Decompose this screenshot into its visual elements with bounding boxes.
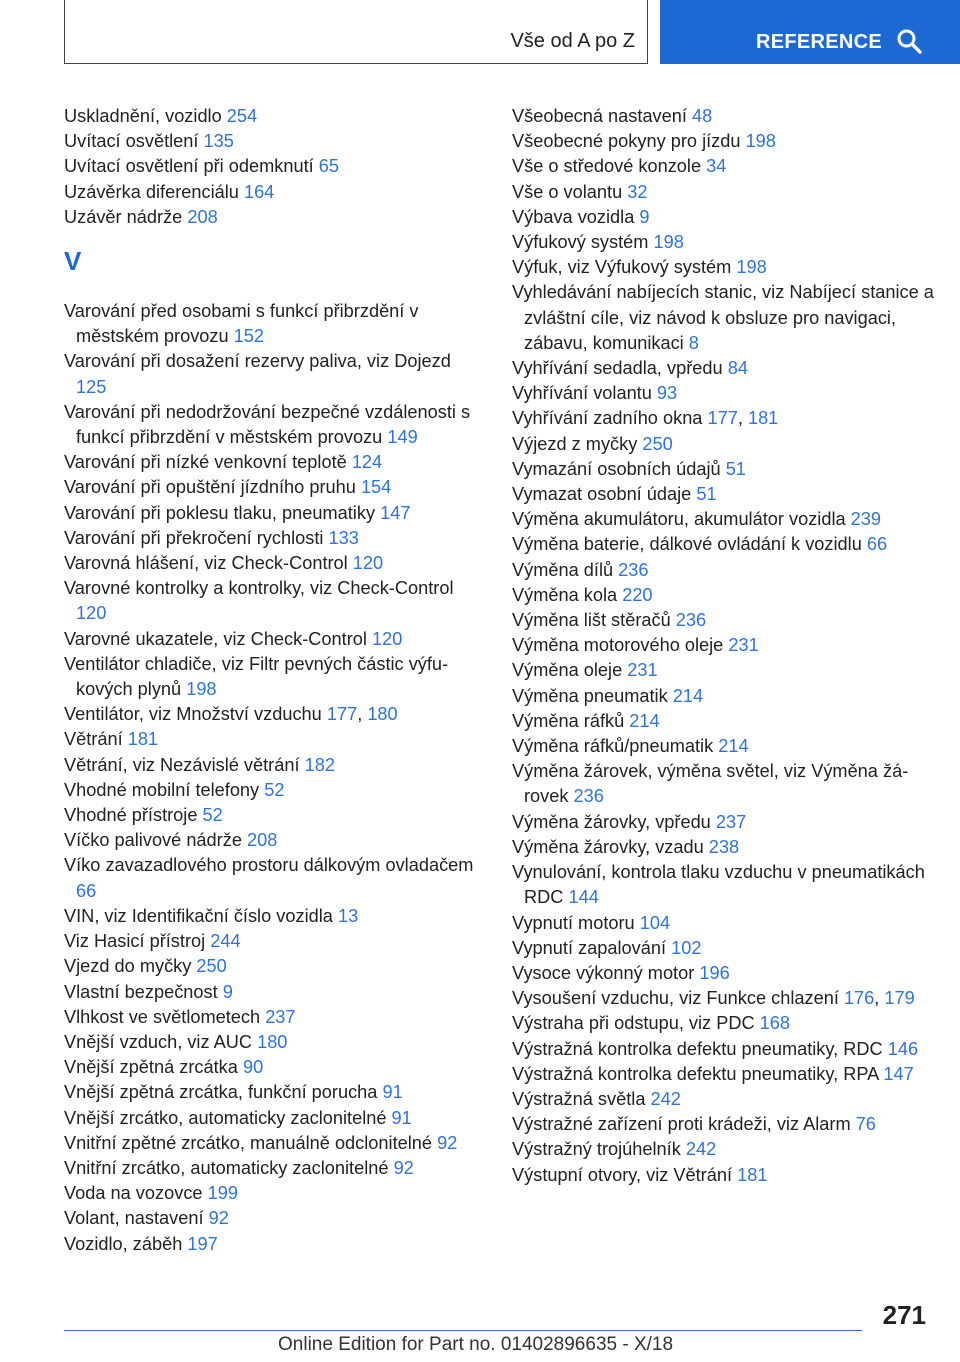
index-entry [64,727,484,752]
index-entry [64,954,484,979]
index-entry [512,860,942,910]
index-entry-text: Výměna motorového oleje [512,635,724,656]
page-reference-link[interactable]: 48 [692,106,713,126]
index-entry-text: Varovné kontrolky a kontrolky, viz Check-Control [64,578,454,599]
index-entry [512,154,942,179]
index-entry-text: Výměna baterie, dálkové ovládání k vozidlu [512,534,862,555]
page-reference-link[interactable]: 214 [718,736,749,757]
page-reference-link[interactable]: 66 [76,880,97,901]
page-reference-link[interactable]: 120 [352,553,384,574]
page-reference-link[interactable]: 90 [242,1057,264,1078]
page-reference-link[interactable]: 133 [328,527,359,548]
page-reference-link[interactable]: 198 [736,257,767,278]
index-entry [64,205,484,230]
page-reference-link[interactable]: 65 [318,156,339,177]
page-reference-link[interactable]: 91 [382,1082,403,1103]
index-entry-text: Výstraha při odstupu, viz PDC [512,1013,755,1034]
page-reference-link[interactable]: 51 [725,458,746,479]
index-column-left [64,104,484,1257]
index-entry [64,627,484,652]
page-reference-link[interactable]: 92 [208,1208,229,1229]
index-entry-text: Výjezd z myčky [512,433,638,454]
index-entry [512,507,942,532]
index-entry [512,1062,942,1087]
index-entry [64,576,484,626]
page-reference-link[interactable]: 182 [304,754,335,775]
index-entry-text: Vnější zpětná zrcátka [64,1057,238,1078]
page-reference-link[interactable]: 198 [745,131,776,152]
page-reference-link[interactable]: 231 [728,635,759,656]
index-entry-text: Vlhkost ve světlometech [64,1006,261,1027]
page-reference-link[interactable]: 52 [264,779,285,800]
index-entry [512,457,942,482]
index-group-before-v [64,104,484,230]
index-entry-text: Varování při dosažení rezervy paliva, viz Dojezd [64,351,451,372]
search-icon[interactable] [896,28,922,54]
index-entry-text: Vnitřní zrcátko, automaticky zaclonitelné [64,1157,389,1178]
page-reference-link[interactable]: 9 [639,206,650,227]
page-reference-link[interactable]: 180 [367,704,398,725]
page-reference-link[interactable]: 13 [337,905,359,926]
index-entry-text: Větrání [64,729,123,750]
page-reference-link[interactable]: 51 [696,484,717,505]
index-entry-text: Víčko palivové nádrže [64,830,242,851]
index-entry-text: Ventilátor, viz Množství vzduchu [64,704,322,725]
index-entry-text: Výměna lišt stěračů [512,610,671,631]
page-reference-link[interactable]: 208 [247,830,278,851]
section-title: Vše od A po Z [510,30,635,52]
index-entry-text: Vymazání osobních údajů [512,458,721,479]
index-entry-text: Vysoušení vzduchu, viz Funkce chlazení [512,988,839,1009]
page-reference-link[interactable]: 92 [437,1132,458,1153]
page-reference-link[interactable]: 196 [699,962,730,983]
page-reference-link[interactable]: 168 [759,1013,791,1034]
index-entry-text: Výměna dílů [512,559,614,580]
index-entry-text: Vypnutí motoru [512,912,635,933]
index-entry [64,1030,484,1055]
index-entry [512,104,942,129]
index-entry-text: Všeobecná nastavení [512,106,687,126]
index-entry [64,129,484,154]
page-number: 271 [882,1300,926,1330]
page-reference-link[interactable]: 231 [627,660,658,681]
index-entry-text: Vnitřní zpětné zrcátko, manuálně odclonitelné [64,1132,433,1153]
page-reference-link[interactable]: 197 [187,1233,218,1254]
page-reference-link[interactable]: 181 [737,1164,768,1185]
index-entry [512,381,942,406]
page-reference-link[interactable]: 220 [622,584,653,605]
page-reference-link[interactable]: 91 [391,1107,412,1128]
page-reference-link[interactable]: 152 [233,326,265,347]
index-entry-text: Výfukový systém [512,232,649,253]
index-entry-text: Varování při překročení rychlosti [64,527,324,548]
page-reference-link[interactable]: 120 [372,628,403,649]
page-reference-link[interactable]: 242 [650,1088,681,1109]
index-entry-text: Vnější zrcátko, automaticky zaclonitelné [64,1107,387,1128]
index-entry [64,753,484,778]
index-entry [64,803,484,828]
index-entry [512,558,942,583]
reference-tab[interactable] [660,0,960,64]
index-entry: Ventilátor, viz Množství vzduchu 177, 180 [64,704,398,725]
index-entry-text: Výměna žárovky, vzadu [512,836,704,857]
index-entry [64,828,484,853]
index-entry [512,1137,942,1162]
index-entry-text: Vnější zpětná zrcátka, funkční porucha [64,1082,378,1103]
index-entry-text: Výměna žárovek, výměna světel, viz Výměna žárovek [512,761,909,807]
index-entry-text: Vše o volantu [512,181,623,202]
index-entry [64,349,484,399]
index-column-right [512,104,942,1188]
index-entry [64,526,484,551]
index-entry [64,929,484,954]
index-entry [64,104,484,129]
index-entry-text: Uzávěrka diferenciálu [64,181,239,202]
index-entry-text: Vyhřívání volantu [512,383,652,404]
index-entry [512,205,942,230]
index-entry-text: Větrání, viz Nezávislé větrání [64,754,300,775]
index-entry [64,501,484,526]
index-entry-text: Výměna kola [512,584,618,605]
page-reference-link[interactable]: 146 [887,1038,919,1059]
index-entry [512,482,942,507]
page-reference-link[interactable]: 250 [642,433,673,454]
index-entry-text: Ventilátor chladiče, viz Filtr pevných částic výfukových plynů [64,653,449,700]
index-entry-text: Výstražná světla [512,1088,646,1109]
index-entry [512,835,942,860]
page-reference-link[interactable]: 180 [257,1031,288,1052]
index-entry [512,936,942,961]
index-entry [512,658,942,683]
index-entry-text: Viz Hasicí přístroj [64,931,206,952]
page-reference-link[interactable]: 125 [76,376,107,397]
page-reference-link[interactable]: 154 [360,477,392,498]
page-reference-link[interactable]: 237 [265,1006,296,1027]
index-entry [512,633,942,658]
index-entry [64,1181,484,1206]
page-reference-link[interactable]: 76 [855,1114,876,1135]
index-entry [512,734,942,759]
page-reference-link[interactable]: 181 [127,729,159,750]
index-entry [64,778,484,803]
index-entry-text: Varovná hlášení, viz Check-Control [64,553,348,574]
page-reference-link[interactable]: 120 [76,603,107,624]
index-entry [512,180,942,205]
page-reference-link[interactable]: 208 [187,206,218,227]
index-entry-text: Vyhledávání nabíjecích stanic, viz Nabíjecí stanice a zvláštní cíle, viz návod k obsluze pro navigaci, zábavu, komunikaci [512,282,934,353]
page-reference-link[interactable]: 236 [573,786,604,807]
index-entry [512,810,942,835]
index-entry [64,980,484,1005]
index-entry [64,1206,484,1231]
index-entry-text: Vnější vzduch, viz AUC [64,1031,253,1052]
page-reference-link[interactable]: 242 [685,1139,717,1160]
index-entry [512,356,942,381]
page-reference-link[interactable]: 254 [226,106,258,126]
index-entry [64,1055,484,1080]
index-entry: Vyhřívání zadního okna 177, 181 [512,408,779,429]
index-entry [512,230,942,255]
index-entry [64,1106,484,1131]
index-entry-text: Vše o středové konzole [512,156,702,177]
index-entry-text: Uskladnění, vozidlo [64,106,222,126]
index-entry: Vysoušení vzduchu, viz Funkce chlazení 176, 179 [512,988,915,1009]
page-reference-link[interactable]: 236 [618,559,649,580]
index-entry-text: Varování před osobami s funkcí přibrzdění v městském provozu [64,301,419,347]
index-entry [64,1232,484,1257]
page-reference-link[interactable]: 102 [671,937,702,958]
page-reference-link[interactable]: 176 [843,988,875,1009]
index-entry-text: Vynulování, kontrola tlaku vzduchu v pneumatikách RDC [512,862,925,908]
index-entry [512,709,942,734]
index-entry [512,1087,942,1112]
index-entry [512,1112,942,1137]
index-entry-text: Vyhřívání zadního okna [512,408,703,429]
page-reference-link[interactable]: 124 [351,452,383,473]
page-reference-link[interactable]: 147 [380,502,411,523]
index-entry-text: Výstražné zařízení proti krádeži, viz Alarm [512,1114,851,1135]
page-reference-link[interactable]: 238 [708,836,740,857]
page-reference-link[interactable]: 144 [568,887,599,908]
index-entry [512,1037,942,1062]
page-reference-link[interactable]: 8 [688,332,699,353]
index-entry-text: Vymazat osobní údaje [512,484,692,505]
index-group-v [64,299,484,1257]
index-entry [64,475,484,500]
page-reference-link[interactable]: 214 [629,710,660,731]
index-entry [512,255,942,280]
index-entry-text: Výměna oleje [512,660,623,681]
index-entry-text: Vysoce výkonný motor [512,962,695,983]
page-reference-link[interactable]: 66 [866,534,888,555]
index-entry [64,1131,484,1156]
index-entry-text: Uvítací osvětlení při odemknutí [64,156,314,177]
index-entry-text: Všeobecné pokyny pro jízdu [512,131,741,152]
index-entry-text: Uvítací osvětlení [64,131,199,152]
header-section-box [64,0,648,64]
index-entry [512,1011,942,1036]
page-reference-link[interactable]: 237 [715,811,747,832]
index-entry-text: Vlastní bezpečnost [64,981,218,1002]
index-entry-text: Vhodné mobilní telefony [64,779,260,800]
page-reference-link[interactable]: 164 [243,181,275,202]
index-entry [64,299,484,349]
index-entry-text: Výstražná kontrolka defektu pneumatiky, RPA [512,1063,879,1084]
page-reference-link[interactable]: 250 [196,956,227,977]
index-entry-text: Vyhřívání sedadla, vpředu [512,358,723,379]
page-reference-link[interactable]: 177 [326,704,358,725]
index-entry [512,684,942,709]
index-entry [64,904,484,929]
page-reference-link[interactable]: 199 [207,1183,238,1204]
index-entry-text: Uzávěr nádrže [64,206,183,227]
index-entry-text: Volant, nastavení [64,1208,204,1229]
page-reference-link[interactable]: 214 [672,685,704,706]
index-entry-text: Vypnutí zapalování [512,937,667,958]
page-reference-link[interactable]: 179 [884,988,915,1009]
index-entry [512,961,942,986]
index-entry [64,652,484,702]
page-reference-link[interactable]: 9 [222,981,233,1002]
index-entry [512,759,942,809]
index-entry-text: Výstražná kontrolka defektu pneumatiky, RDC [512,1038,883,1059]
page-reference-link[interactable]: 32 [627,181,648,202]
page-reference-link[interactable]: 52 [202,805,223,826]
index-entry [512,583,942,608]
index-entry [64,853,484,903]
index-entry-text: Varovné ukazatele, viz Check-Control [64,628,367,649]
page-reference-link[interactable]: 177 [707,408,738,429]
index-entry [512,532,942,557]
index-entry [64,1156,484,1181]
index-entry [512,608,942,633]
footer-divider [64,1330,862,1331]
footer-edition-text: Online Edition for Part no. 01402896635 - X/18 [278,1334,674,1355]
index-entry-text: Voda na vozovce [64,1183,203,1204]
page-reference-link[interactable]: 244 [210,931,241,952]
index-entry [64,551,484,576]
index-entry-text: Varování při nedodržování bezpečné vzdálenosti s funkcí přibrzdění v městském provozu [64,401,471,448]
index-entry-text: Výměna žárovky, vpředu [512,811,711,832]
index-entry-text: Varování při poklesu tlaku, pneumatiky [64,502,376,523]
index-entry [512,129,942,154]
index-entry-text: Víko zavazadlového prostoru dálkovým ovladačem [64,855,474,876]
page-reference-link[interactable]: 181 [747,408,779,429]
page-reference-link[interactable]: 147 [883,1063,914,1084]
page-reference-link[interactable]: 239 [850,509,882,530]
index-entry-text: Výstupní otvory, viz Větrání [512,1164,733,1185]
index-entry-text: Výměna ráfků/pneumatik [512,736,714,757]
index-entry-text: Výfuk, viz Výfukový systém [512,257,732,278]
index-entry [512,280,942,356]
page-reference-link[interactable]: 92 [393,1157,414,1178]
index-entry [512,911,942,936]
index-entry [64,1080,484,1105]
index-entry-text: VIN, viz Identifikační číslo vozidla [64,905,333,926]
index-entry [64,450,484,475]
index-entry-text: Vhodné přístroje [64,805,198,826]
index-entry [64,400,484,450]
index-group-right [512,104,942,1188]
index-entry-text: Výměna ráfků [512,710,625,731]
index-entry [64,180,484,205]
index-entry [512,432,942,457]
page-reference-link[interactable]: 198 [653,232,684,253]
index-entry [512,1163,942,1188]
index-entry-text: Varování při nízké venkovní teplotě [64,452,347,473]
index-entry-text: Výměna akumulátoru, akumulátor vozidla [512,509,846,530]
index-entry-text: Varování při opuštění jízdního pruhu [64,477,356,498]
index-entry-text: Vjezd do myčky [64,956,192,977]
index-entry [64,1005,484,1030]
index-entry-text: Výstražný trojúhelník [512,1139,681,1160]
page-reference-link[interactable]: 236 [675,610,707,631]
index-letter-heading: V [64,246,82,277]
page-reference-link[interactable]: 93 [656,383,678,404]
page-reference-link[interactable]: 198 [186,679,217,700]
index-entry [64,154,484,179]
page-reference-link[interactable]: 34 [706,156,727,177]
page-reference-link[interactable]: 84 [727,358,748,379]
reference-tab-label: REFERENCE [756,31,883,53]
page-reference-link[interactable]: 104 [639,912,671,933]
page-reference-link[interactable]: 135 [203,131,234,152]
index-entry-text: Výměna pneumatik [512,685,668,706]
page-reference-link[interactable]: 149 [387,427,418,448]
index-entry-text: Vozidlo, záběh [64,1233,183,1254]
index-entry-text: Výbava vozidla [512,206,635,227]
